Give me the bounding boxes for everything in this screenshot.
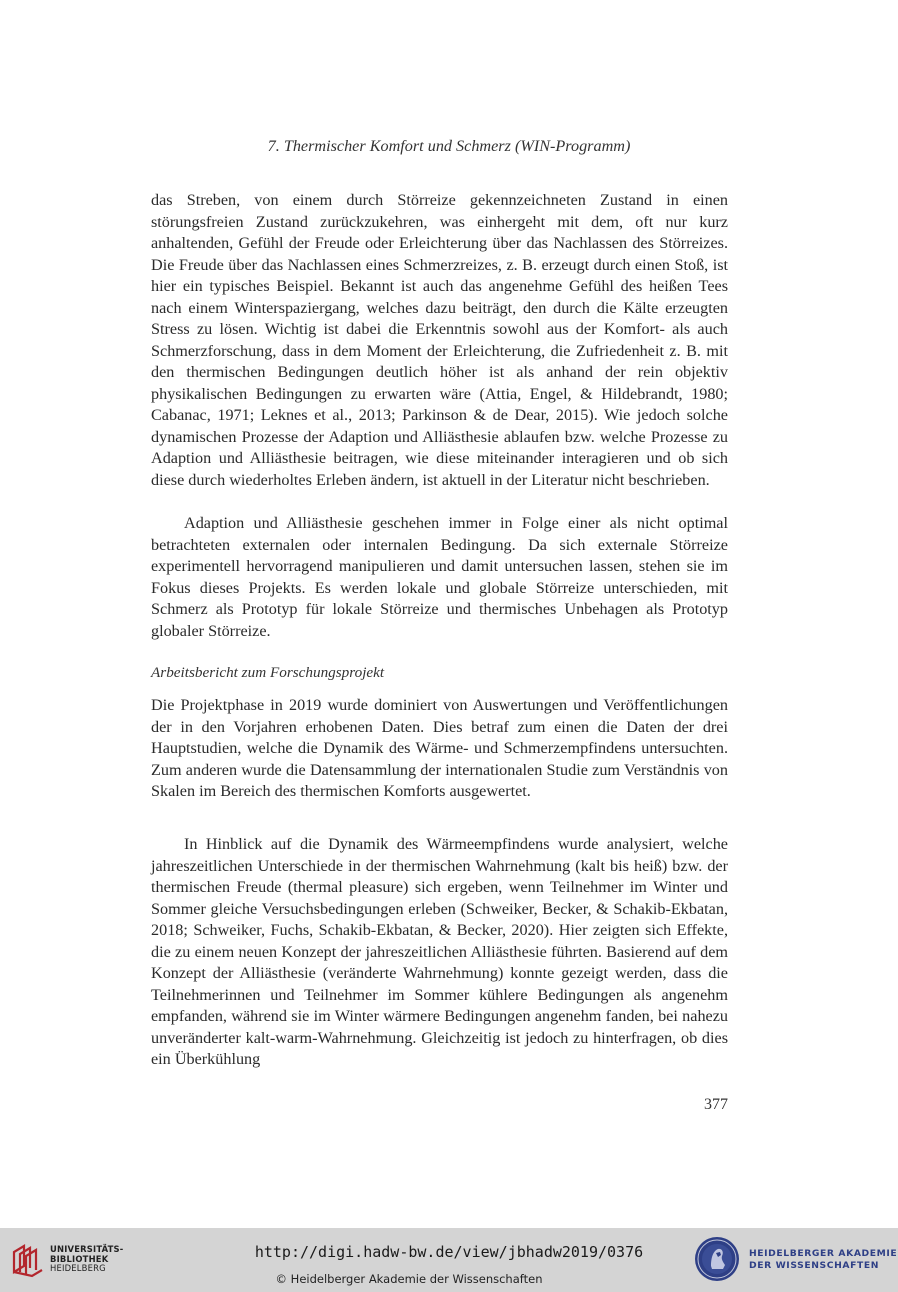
academy-name xyxy=(749,1248,897,1271)
copyright-notice: © Heidelberger Akademie der Wissenschaften xyxy=(275,1272,543,1286)
permalink-url[interactable]: http://digi.hadw-bw.de/view/jbhadw2019/0376 xyxy=(254,1243,644,1261)
academy-line-1: HEIDELBERGER AKADEMIE xyxy=(749,1248,898,1259)
library-line-3: HEIDELBERG xyxy=(50,1263,106,1273)
paragraph-2: Adaption und Alliästhesie geschehen immer in Folge einer als nicht optimal betrachteten externalen oder internalen Bedingung. Da sich externale Störreize experimentell hervorragend manipulieren und damit untersuchen lassen, stehen sie im Fokus dieses Projekts. Es werden lokale und globale Störreize unterschieden, mit Schmerz als Prototyp für lokale Störreize und thermisches Unbehagen als Prototyp globaler Störreize. xyxy=(151,514,728,640)
library-line-2: BIBLIOTHEK xyxy=(50,1253,109,1264)
paragraph-3: Die Projektphase in 2019 wurde dominiert von Auswertungen und Veröffentlichungen der in den Vorjahren erhobenen Daten. Dies betraf zum einen die Daten der drei Hauptstudien, welche die Dynamik des Wärme- und Schmerzempfindens untersuchten. Zum anderen wurde die Datensammlung der internationalen Studie zum Verständnis von Skalen im Bereich des thermischen Komforts ausgewertet. xyxy=(151,696,728,800)
paragraph-block-1 xyxy=(151,190,728,491)
hadw-seal-icon[interactable] xyxy=(694,1236,740,1282)
running-head: 7. Thermischer Komfort und Schmerz (WIN-Programm) xyxy=(267,137,631,155)
page-number: 377 xyxy=(704,1096,728,1113)
library-line-1: UNIVERSITÄTS- xyxy=(50,1244,124,1254)
academy-line-2: DER WISSENSCHAFTEN xyxy=(749,1259,879,1271)
paragraph-block-4 xyxy=(151,834,728,1071)
section-subheading: Arbeitsbericht zum Forschungsprojekt xyxy=(151,664,385,681)
paragraph-block-2 xyxy=(151,513,728,642)
paragraph-block-3 xyxy=(151,695,728,803)
paragraph-1: das Streben, von einem durch Störreize gekennzeichneten Zustand in einen störungsfreien Zustand zurückzukehren, was einhergeht mit dem, oft nur kurz anhaltenden, Gefühl der Freude oder Erleichterung über das Nachlassen des Störreizes. Die Freude über das Nachlassen eines Schmerzreizes, z. B. erzeugt durch einen Stoß, ist hier ein typisches Beispiel. Bekannt ist auch das angenehme Gefühl des heißen Tees nach einem Winterspaziergang, welches dazu beiträgt, den durch die Kälte erzeugten Stress zu lösen. Wichtig ist dabei die Erkenntnis sowohl aus der Komfort- als auch Schmerzforschung, dass in dem Moment der Erleichterung, die Zufriedenheit z. B. mit den thermischen Bedingungen deutlich höher ist als anhand der rein objektiv physikalischen Bedingungen zu erwarten wäre (Attia, Engel, & Hildebrandt, 1980; Cabanac, 1971; Leknes et al., 2013; Parkinson & de Dear, 2015). Wie jedoch solche dynamischen Prozesse der Adaption und Alliästhesie ablaufen bzw. welche Prozesse zu Adaption und Alliästhesie beitragen, wie diese miteinander interagieren und ob sich diese durch wiederholtes Erleben ändern, ist aktuell in der Literatur nicht beschrieben. xyxy=(151,191,728,489)
paragraph-4: In Hinblick auf die Dynamik des Wärmeempfindens wurde analysiert, welche jahreszeitlichen Unterschiede in der thermischen Wahrnehmung (kalt bis heiß) bzw. der thermischen Freude (thermal pleasure) sich ergeben, wenn Teilnehmer im Winter und Sommer gleiche Versuchsbedingungen erleben (Schweiker, Becker, & Schakib-Ekbatan, 2018; Schweiker, Fuchs, Schakib-Ekbatan, & Becker, 2020). Hier zeigten sich Effekte, die zu einem neuen Konzept der jahreszeitlichen Alliästhesie führten. Basierend auf dem Konzept der Alliästhesie (veränderte Wahrnehmung) konnte gezeigt werden, dass die Teilnehmerinnen und Teilnehmer im Sommer kühlere Bedingungen als angenehm empfanden, während sie im Winter wärmere Bedingungen angenehm fanden, bei nahezu unveränderter kalt-warm-Wahrnehmung. Gleichzeitig ist jedoch zu hinterfragen, ob dies ein Überkühlung xyxy=(151,835,728,1068)
viewer-footer xyxy=(0,1228,898,1292)
